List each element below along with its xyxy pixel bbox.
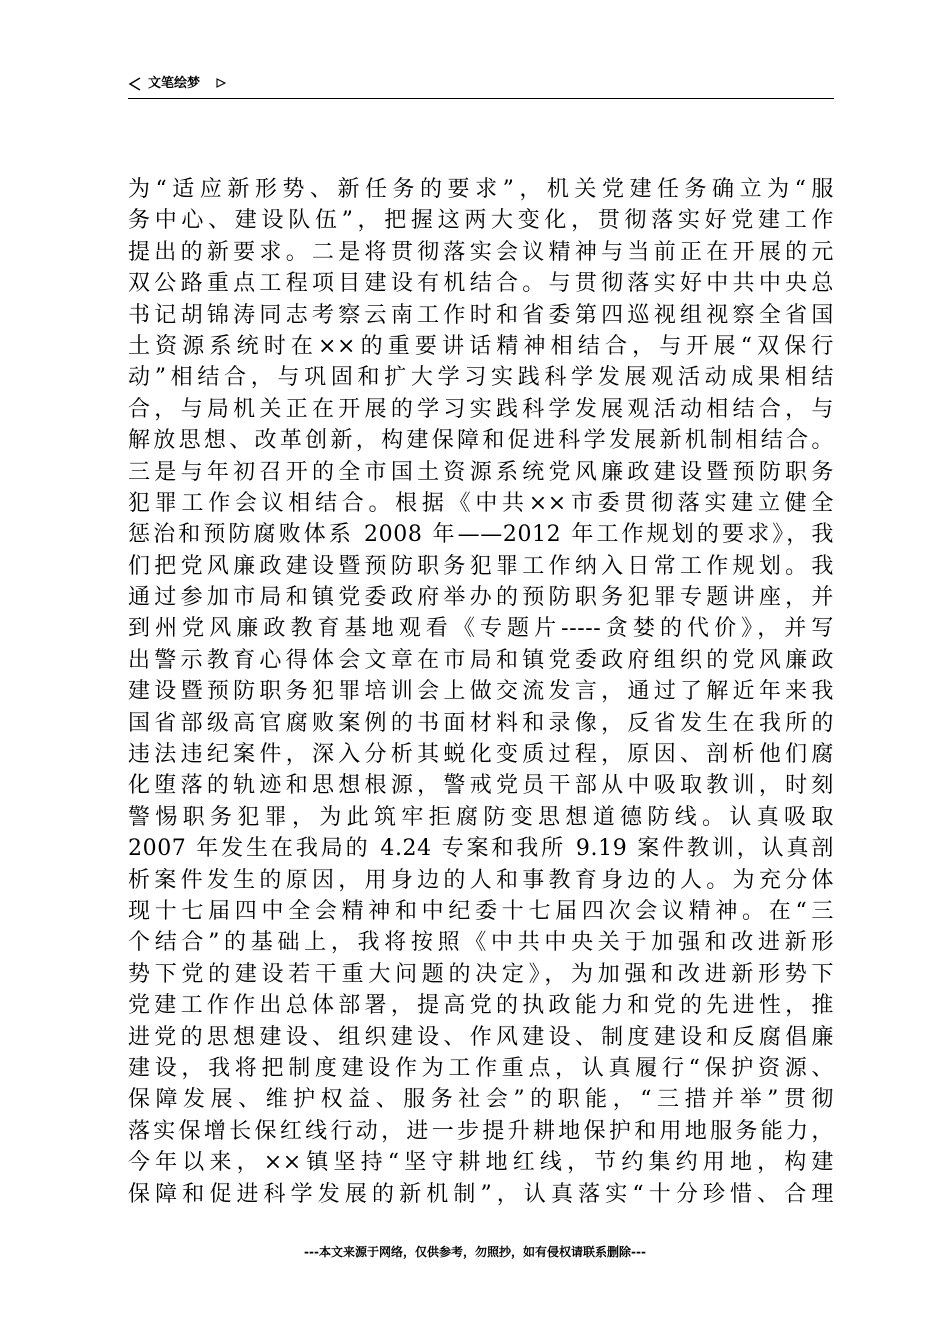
text-line: 为“适应新形势、新任务的要求”，机关党建任务确立为“服 xyxy=(128,177,834,202)
text-line: 解放思想、改革创新，构建保障和促进科学发展新机制相结合。 xyxy=(128,428,834,454)
text-line: 务中心、建设队伍”，把握这两大变化，贯彻落实好党建工作 xyxy=(128,208,834,234)
text-line: 到州党风廉政教育基地观看《专题片-----贪婪的代价》，并写 xyxy=(128,616,834,642)
text-line: 建设暨预防职务犯罪培训会上做交流发言，通过了解近年来我 xyxy=(128,679,834,705)
text-line: 三是与年初召开的全市国土资源系统党风廉政建设暨预防职务 xyxy=(128,459,834,485)
text-line: 书记胡锦涛同志考察云南工作时和省委第四巡视组视察全省国 xyxy=(128,302,834,328)
text-line: 现十七届四中全会精神和中纪委十七届四次会议精神。在“三 xyxy=(128,898,834,924)
text-line: 惩治和预防腐败体系 2008 年——2012 年工作规划的要求》，我 xyxy=(128,522,834,548)
header-title: 文笔绘梦 xyxy=(148,76,201,91)
text-line: 进党的思想建设、组织建设、作风建设、制度建设和反腐倡廉 xyxy=(128,1024,834,1050)
text-line: 析案件发生的原因，用身边的人和事教育身边的人。为充分体 xyxy=(128,867,834,893)
text-line: 们把党风廉政建设暨预防职务犯罪工作纳入日常工作规划。我 xyxy=(128,553,834,579)
text-line: 建设，我将把制度建设作为工作重点，认真履行“保护资源、 xyxy=(128,1055,834,1081)
text-line: 双公路重点工程项目建设有机结合。与贯彻落实好中共中央总 xyxy=(128,271,834,297)
text-line: 土资源系统时在××的重要讲话精神相结合，与开展“双保行 xyxy=(128,333,834,359)
text-line: 警惕职务犯罪，为此筑牢拒腐防变思想道德防线。认真吸取 xyxy=(128,804,834,830)
text-line: 动”相结合，与巩固和扩大学习实践科学发展观活动成果相结 xyxy=(128,365,834,391)
page-header xyxy=(128,74,834,99)
left-triangle-icon xyxy=(128,77,142,91)
text-line: 提出的新要求。二是将贯彻落实会议精神与当前正在开展的元 xyxy=(128,239,834,265)
text-line: 今年以来，××镇坚持“坚守耕地红线，节约集约用地，构建 xyxy=(128,1150,834,1176)
text-line: 通过参加市局和镇党委政府举办的预防职务犯罪专题讲座，并 xyxy=(128,585,834,611)
text-line: 保障和促进科学发展的新机制”，认真落实“十分珍惜、合理 xyxy=(128,1181,834,1207)
text-line: 国省部级高官腐败案例的书面材料和录像，反省发生在我所的 xyxy=(128,710,834,736)
right-triangle-icon xyxy=(216,78,226,88)
text-line: 党建工作作出总体部署，提高党的执政能力和党的先进性，推 xyxy=(128,993,834,1019)
text-line: 出警示教育心得体会文章在市局和镇党委政府组织的党风廉政 xyxy=(128,647,834,673)
text-line: 合，与局机关正在开展的学习实践科学发展观活动相结合，与 xyxy=(128,396,834,422)
text-line: 保障发展、维护权益、服务社会”的职能，“三措并举”贯彻 xyxy=(128,1087,834,1113)
footer-disclaimer: ---本文来源于网络，仅供参考，勿照抄，如有侵权请联系删除--- xyxy=(304,1245,646,1259)
text-line: 违法违纪案件，深入分析其蜕化变质过程，原因、剖析他们腐 xyxy=(128,742,834,768)
document-body xyxy=(128,174,834,1210)
text-line: 落实保增长保红线行动，进一步提升耕地保护和用地服务能力， xyxy=(128,1118,834,1144)
text-line: 化堕落的轨迹和思想根源，警戒党员干部从中吸取教训，时刻 xyxy=(128,773,834,799)
text-line: 势下党的建设若干重大问题的决定》，为加强和改进新形势下 xyxy=(128,961,834,987)
text-line: 2007 年发生在我局的 4.24 专案和我所 9.19 案件教训，认真剖 xyxy=(128,836,834,862)
text-line: 个结合”的基础上，我将按照《中共中央关于加强和改进新形 xyxy=(128,930,834,956)
text-line: 犯罪工作会议相结合。根据《中共××市委贯彻落实建立健全 xyxy=(128,490,834,516)
